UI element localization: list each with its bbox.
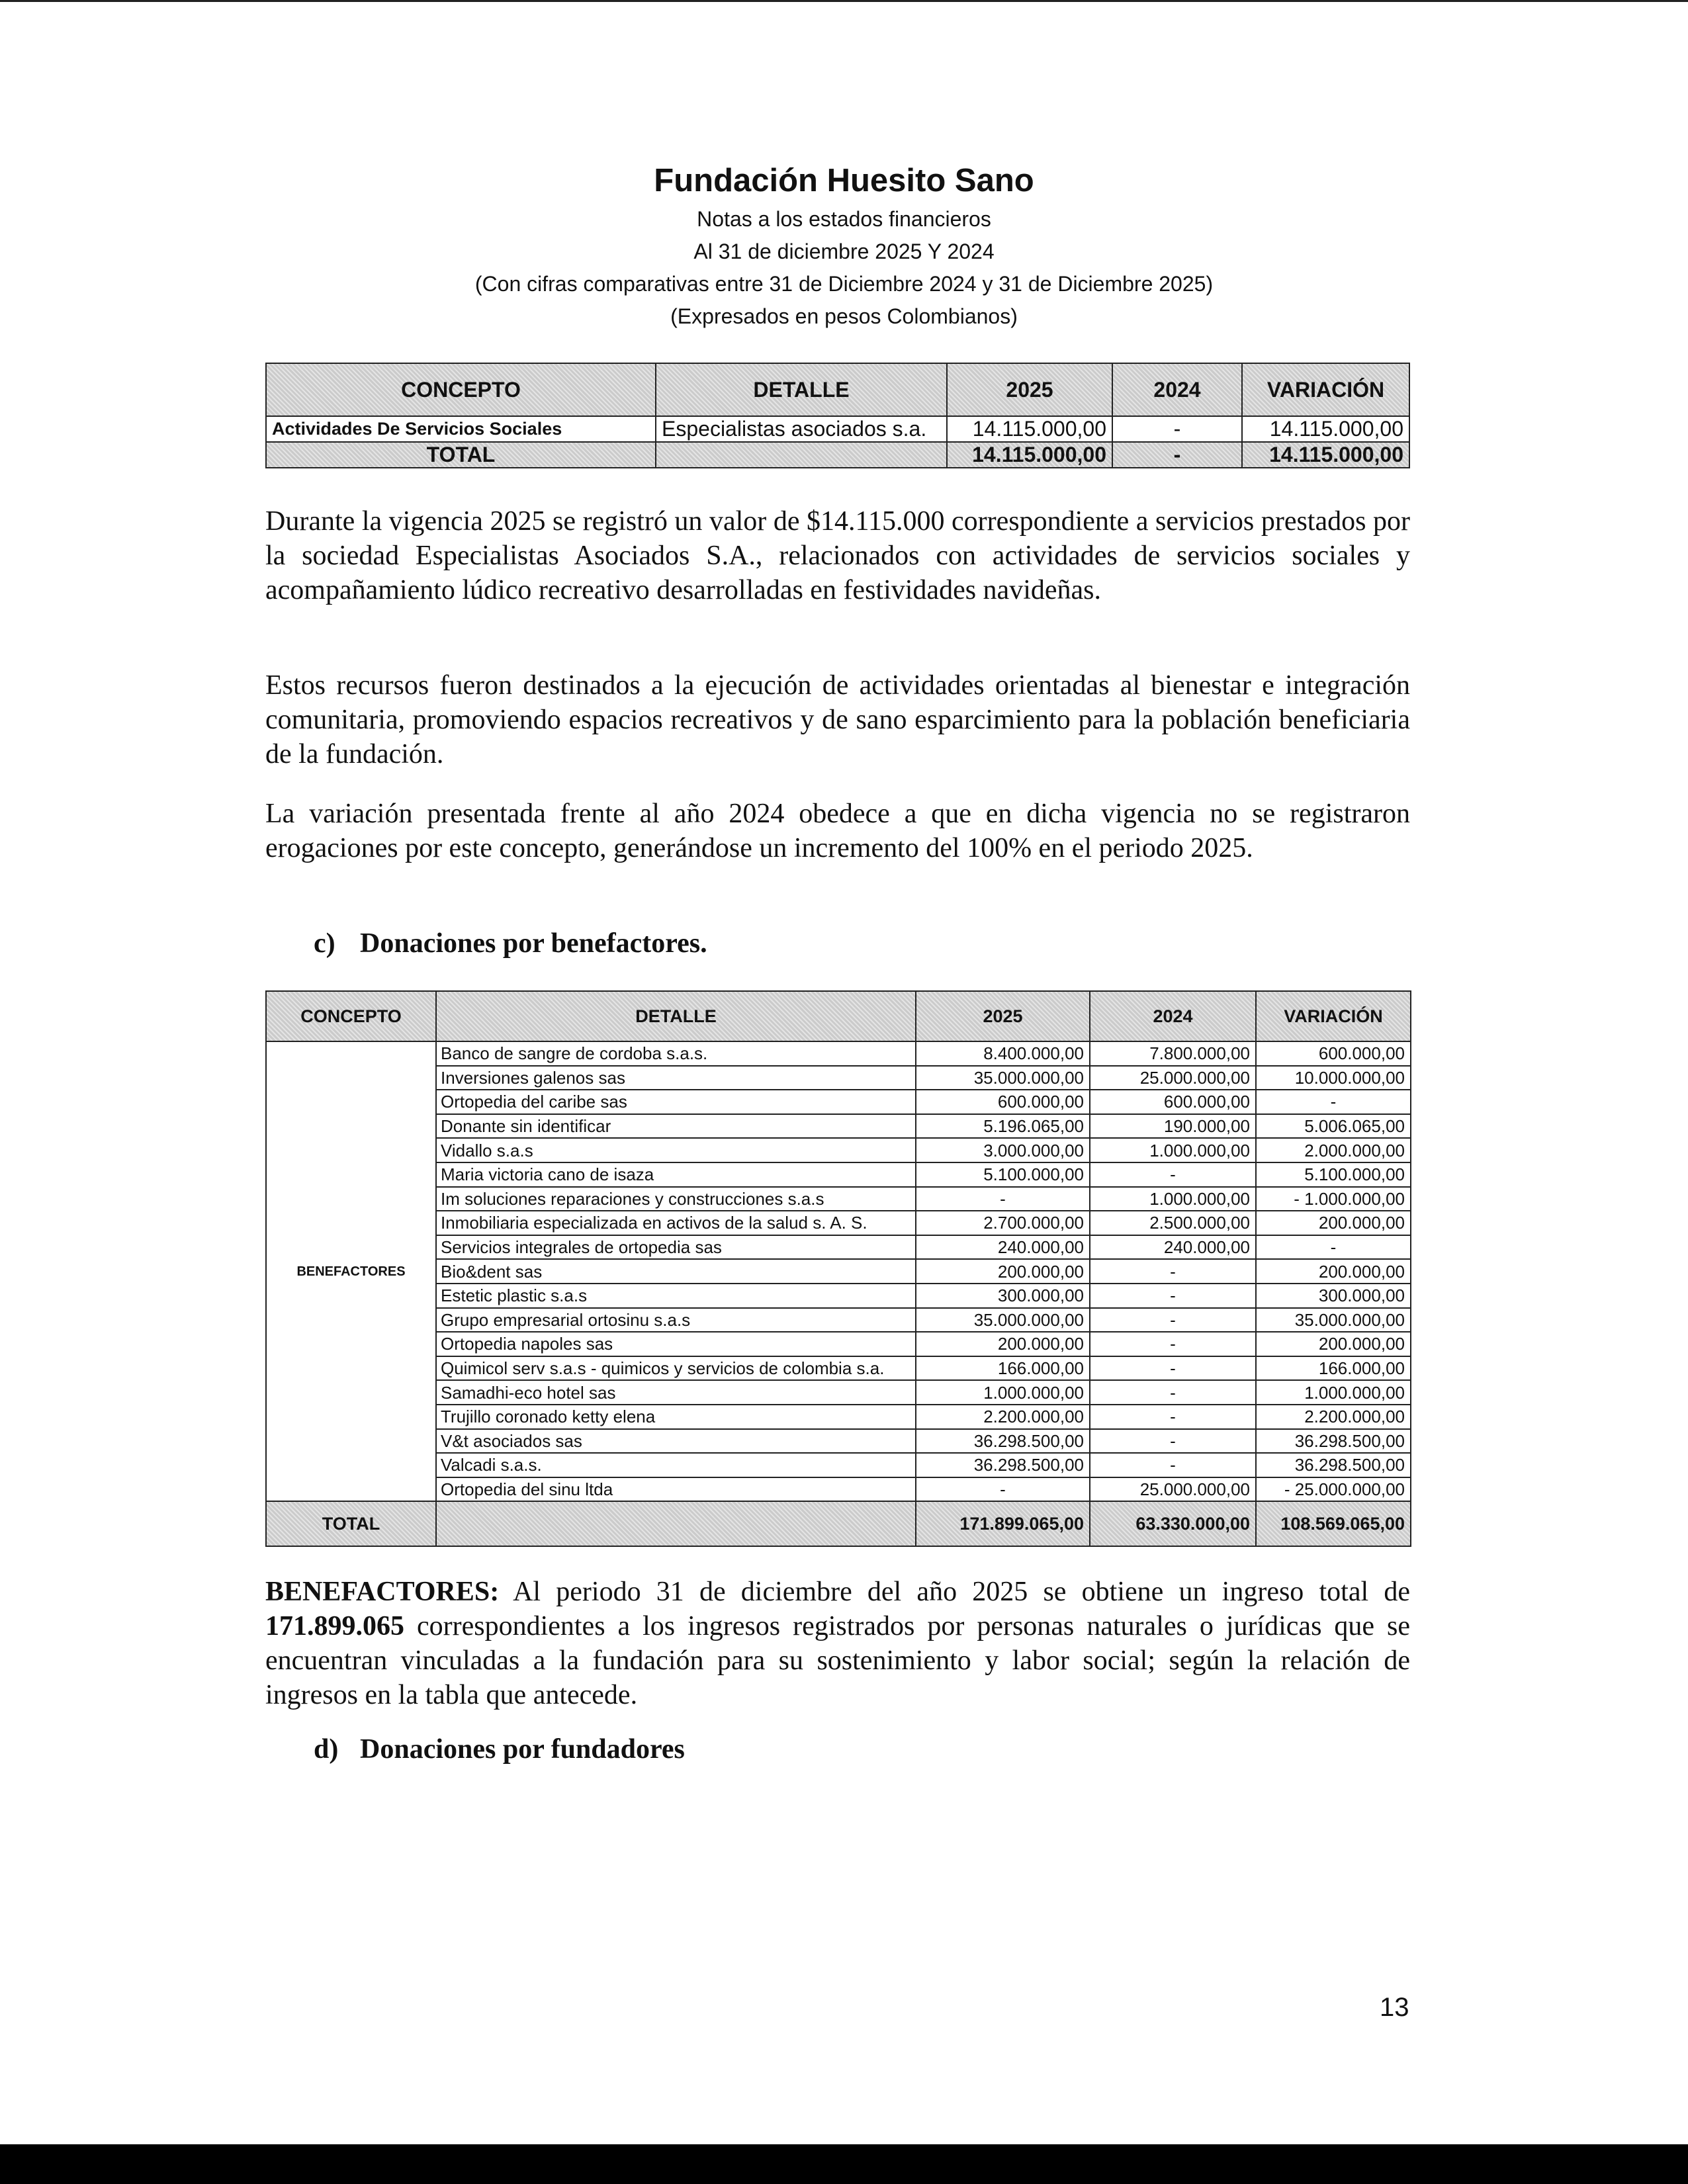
table-row xyxy=(266,1380,1411,1405)
section-d-letter: d) xyxy=(314,1734,339,1765)
cell-2025: 2.700.000,00 xyxy=(916,1211,1090,1235)
column-header-2024: 2024 xyxy=(1112,363,1242,416)
cell-2024: 240.000,00 xyxy=(1090,1235,1256,1260)
paragraph-resources: Estos recursos fueron destinados a la ejecución de actividades orientadas al bienestar e integración comunitaria, promoviendo espacios recreativos y de sano esparcimiento para la población beneficiaria de la fundación. xyxy=(265,670,1410,769)
column-header-2025: 2025 xyxy=(916,991,1090,1041)
total-variacion: 108.569.065,00 xyxy=(1256,1501,1411,1546)
table-header-row xyxy=(266,991,1411,1041)
cell-2024: 1.000.000,00 xyxy=(1090,1138,1256,1162)
cell-variacion: 36.298.500,00 xyxy=(1256,1453,1411,1477)
scan-bottom-band xyxy=(0,2144,1688,2184)
cell-2024: - xyxy=(1090,1405,1256,1429)
total-2024: 63.330.000,00 xyxy=(1090,1501,1256,1546)
paragraph-variation: La variación presentada frente al año 2024 obedece a que en dicha vigencia no se registraron erogaciones por este concepto, generándose un incremento del 100% en el periodo 2025. xyxy=(265,799,1410,863)
cell-detalle: Vidallo s.a.s xyxy=(436,1138,916,1162)
benefactors-label: BENEFACTORES: xyxy=(265,1577,500,1607)
cell-detalle: Ortopedia del caribe sas xyxy=(436,1090,916,1114)
cell-2024: - xyxy=(1112,416,1242,442)
subtitle-date: Al 31 de diciembre 2025 Y 2024 xyxy=(693,240,995,263)
column-header-variacion: VARIACIÓN xyxy=(1256,991,1411,1041)
cell-2025: 600.000,00 xyxy=(916,1090,1090,1114)
cell-2024: - xyxy=(1090,1429,1256,1454)
cell-variacion: 600.000,00 xyxy=(1256,1041,1411,1066)
cell-2024: 1.000.000,00 xyxy=(1090,1187,1256,1211)
cell-detalle: Ortopedia del sinu ltda xyxy=(436,1477,916,1502)
cell-2025: 166.000,00 xyxy=(916,1356,1090,1381)
benefactors-table xyxy=(265,990,1411,1547)
section-c-title: Donaciones por benefactores. xyxy=(360,928,707,959)
total-2024: - xyxy=(1112,442,1242,468)
cell-variacion: 166.000,00 xyxy=(1256,1356,1411,1381)
total-empty-cell xyxy=(656,442,947,468)
table-row xyxy=(266,1041,1411,1066)
column-header-concepto: CONCEPTO xyxy=(266,991,436,1041)
total-2025: 14.115.000,00 xyxy=(947,442,1112,468)
cell-2025: 300.000,00 xyxy=(916,1284,1090,1308)
cell-2025: 5.100.000,00 xyxy=(916,1162,1090,1187)
cell-variacion: - xyxy=(1256,1235,1411,1260)
cell-variacion: 300.000,00 xyxy=(1256,1284,1411,1308)
cell-2024: 25.000.000,00 xyxy=(1090,1477,1256,1502)
document-title: Fundación Huesito Sano xyxy=(654,163,1034,198)
table-row xyxy=(266,1235,1411,1260)
subtitle-currency: (Expresados en pesos Colombianos) xyxy=(670,304,1018,328)
table-row xyxy=(266,1090,1411,1114)
cell-variacion: 5.006.065,00 xyxy=(1256,1114,1411,1139)
table-row xyxy=(266,1453,1411,1477)
table-row xyxy=(266,1332,1411,1356)
subtitle-comparative: (Con cifras comparativas entre 31 de Diciembre 2024 y 31 de Diciembre 2025) xyxy=(474,272,1214,296)
cell-2025: 200.000,00 xyxy=(916,1259,1090,1284)
cell-detalle: Samadhi-eco hotel sas xyxy=(436,1380,916,1405)
cell-2024: 600.000,00 xyxy=(1090,1090,1256,1114)
cell-2025: 36.298.500,00 xyxy=(916,1429,1090,1454)
cell-2024: - xyxy=(1090,1308,1256,1332)
cell-2025: 8.400.000,00 xyxy=(916,1041,1090,1066)
cell-2024: 2.500.000,00 xyxy=(1090,1211,1256,1235)
cell-concepto: Actividades De Servicios Sociales xyxy=(266,416,656,442)
social-services-table xyxy=(265,363,1410,468)
column-header-detalle: DETALLE xyxy=(436,991,916,1041)
total-label: TOTAL xyxy=(266,442,656,468)
section-d-title: Donaciones por fundadores xyxy=(360,1734,685,1765)
cell-detalle: Trujillo coronado ketty elena xyxy=(436,1405,916,1429)
cell-2024: - xyxy=(1090,1259,1256,1284)
total-empty-cell xyxy=(436,1501,916,1546)
benefactors-table-body xyxy=(266,1041,1411,1501)
table-row xyxy=(266,1138,1411,1162)
cell-detalle: Inmobiliaria especializada en activos de la salud s. A. S. xyxy=(436,1211,916,1235)
cell-variacion: 2.000.000,00 xyxy=(1256,1138,1411,1162)
cell-variacion: 35.000.000,00 xyxy=(1256,1308,1411,1332)
table-row xyxy=(266,1429,1411,1454)
table-row xyxy=(266,1477,1411,1502)
benefactors-text-2: correspondientes a los ingresos registrados por personas naturales o jurídicas que se encuentran vinculadas a la fundación para su sostenimiento y labor social; según la relación de ingresos en la tabla que antecede. xyxy=(265,1611,1410,1710)
cell-detalle: Grupo empresarial ortosinu s.a.s xyxy=(436,1308,916,1332)
cell-detalle: Especialistas asociados s.a. xyxy=(656,416,947,442)
page-number: 13 xyxy=(1380,1993,1409,2022)
cell-detalle: Im soluciones reparaciones y construcciones s.a.s xyxy=(436,1187,916,1211)
cell-2025: 200.000,00 xyxy=(916,1332,1090,1356)
column-header-2025: 2025 xyxy=(947,363,1112,416)
cell-2024: - xyxy=(1090,1332,1256,1356)
benefactors-text-1: Al periodo 31 de diciembre del año 2025 se obtiene un ingreso total de xyxy=(499,1577,1410,1607)
cell-detalle: V&t asociados sas xyxy=(436,1429,916,1454)
cell-variacion: 200.000,00 xyxy=(1256,1332,1411,1356)
table-header-row xyxy=(266,363,1409,416)
cell-2025: 240.000,00 xyxy=(916,1235,1090,1260)
total-variacion: 14.115.000,00 xyxy=(1242,442,1409,468)
cell-detalle: Quimicol serv s.a.s - quimicos y servicios de colombia s.a. xyxy=(436,1356,916,1381)
paragraph-registered-value: Durante la vigencia 2025 se registró un valor de $14.115.000 correspondiente a servicios prestados por la sociedad Especialistas Asociados S.A., relacionados con actividades de servicios sociales y acompañamiento lúdico recreativo desarrolladas en festividades navideñas. xyxy=(265,506,1410,605)
table-row xyxy=(266,1356,1411,1381)
cell-2024: - xyxy=(1090,1162,1256,1187)
table-row xyxy=(266,1308,1411,1332)
cell-variacion: 14.115.000,00 xyxy=(1242,416,1409,442)
cell-variacion: 200.000,00 xyxy=(1256,1211,1411,1235)
table-row xyxy=(266,1187,1411,1211)
cell-detalle: Bio&dent sas xyxy=(436,1259,916,1284)
cell-detalle: Estetic plastic s.a.s xyxy=(436,1284,916,1308)
table-row xyxy=(266,1211,1411,1235)
cell-variacion: 2.200.000,00 xyxy=(1256,1405,1411,1429)
cell-2025: 5.196.065,00 xyxy=(916,1114,1090,1139)
cell-detalle: Inversiones galenos sas xyxy=(436,1066,916,1090)
cell-2025: 14.115.000,00 xyxy=(947,416,1112,442)
cell-variacion: 36.298.500,00 xyxy=(1256,1429,1411,1454)
cell-variacion: 1.000.000,00 xyxy=(1256,1380,1411,1405)
cell-2025: 35.000.000,00 xyxy=(916,1066,1090,1090)
cell-variacion: - xyxy=(1256,1090,1411,1114)
total-2025: 171.899.065,00 xyxy=(916,1501,1090,1546)
column-header-detalle: DETALLE xyxy=(656,363,947,416)
cell-2024: - xyxy=(1090,1284,1256,1308)
section-c-letter: c) xyxy=(314,928,335,959)
cell-2025: - xyxy=(916,1477,1090,1502)
cell-2025: - xyxy=(916,1187,1090,1211)
cell-2024: 25.000.000,00 xyxy=(1090,1066,1256,1090)
cell-2025: 36.298.500,00 xyxy=(916,1453,1090,1477)
cell-variacion: - 25.000.000,00 xyxy=(1256,1477,1411,1502)
cell-2024: 190.000,00 xyxy=(1090,1114,1256,1139)
cell-variacion: 5.100.000,00 xyxy=(1256,1162,1411,1187)
cell-detalle: Valcadi s.a.s. xyxy=(436,1453,916,1477)
cell-concepto: BENEFACTORES xyxy=(266,1041,436,1501)
table-row xyxy=(266,1162,1411,1187)
cell-variacion: 10.000.000,00 xyxy=(1256,1066,1411,1090)
subtitle-notes: Notas a los estados financieros xyxy=(697,207,991,231)
table-row xyxy=(266,1405,1411,1429)
total-row xyxy=(266,442,1409,468)
cell-2024: - xyxy=(1090,1453,1256,1477)
table-row xyxy=(266,1284,1411,1308)
column-header-variacion: VARIACIÓN xyxy=(1242,363,1409,416)
cell-2024: 7.800.000,00 xyxy=(1090,1041,1256,1066)
total-row xyxy=(266,1501,1411,1546)
cell-2025: 35.000.000,00 xyxy=(916,1308,1090,1332)
cell-detalle: Maria victoria cano de isaza xyxy=(436,1162,916,1187)
cell-detalle: Ortopedia napoles sas xyxy=(436,1332,916,1356)
cell-2025: 2.200.000,00 xyxy=(916,1405,1090,1429)
table-row xyxy=(266,416,1409,442)
column-header-concepto: CONCEPTO xyxy=(266,363,656,416)
cell-detalle: Servicios integrales de ortopedia sas xyxy=(436,1235,916,1260)
benefactors-total-amount: 171.899.065 xyxy=(265,1611,404,1641)
cell-variacion: - 1.000.000,00 xyxy=(1256,1187,1411,1211)
section-c-heading xyxy=(314,928,707,959)
cell-detalle: Donante sin identificar xyxy=(436,1114,916,1139)
scan-top-border xyxy=(0,0,1688,2)
cell-2024: - xyxy=(1090,1380,1256,1405)
table-row xyxy=(266,1066,1411,1090)
table-row xyxy=(266,1114,1411,1139)
paragraph-benefactors xyxy=(265,1575,1410,1712)
cell-2025: 3.000.000,00 xyxy=(916,1138,1090,1162)
cell-variacion: 200.000,00 xyxy=(1256,1259,1411,1284)
cell-2024: - xyxy=(1090,1356,1256,1381)
section-d-heading xyxy=(314,1733,685,1765)
table-row xyxy=(266,1259,1411,1284)
cell-detalle: Banco de sangre de cordoba s.a.s. xyxy=(436,1041,916,1066)
total-label: TOTAL xyxy=(266,1501,436,1546)
column-header-2024: 2024 xyxy=(1090,991,1256,1041)
cell-2025: 1.000.000,00 xyxy=(916,1380,1090,1405)
